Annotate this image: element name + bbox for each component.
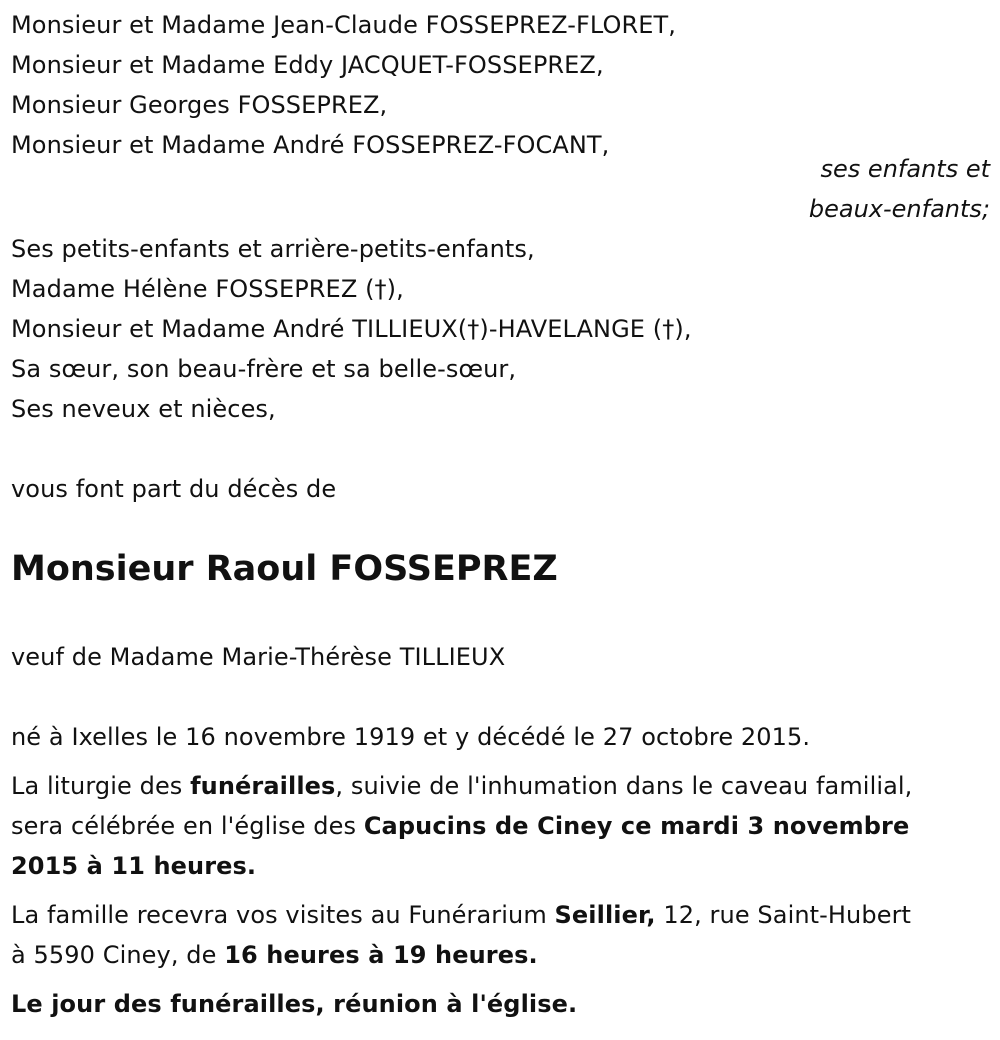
family-line: Ses neveux et nièces, — [11, 395, 276, 423]
deceased-name: Monsieur Raoul FOSSEPREZ — [11, 549, 558, 589]
final-note: Le jour des funérailles, réunion à l'église. — [11, 990, 578, 1018]
family-line: Monsieur Georges FOSSEPREZ, — [11, 91, 388, 119]
relation-label: ses enfants et — [820, 155, 990, 183]
announcement: vous font part du décès de — [11, 475, 337, 503]
family-line: Monsieur et Madame André FOSSEPREZ-FOCANT, — [11, 131, 610, 159]
visits-bold: 16 heures à 19 heures. — [224, 941, 538, 969]
family-line: Sa sœur, son beau-frère et sa belle-sœur, — [11, 355, 517, 383]
visits-bold: Seillier, — [554, 901, 656, 929]
family-line: Monsieur et Madame Jean-Claude FOSSEPREZ-FLORET, — [11, 11, 677, 39]
relation-label: beaux-enfants; — [808, 195, 990, 223]
widower-line: veuf de Madame Marie-Thérèse TILLIEUX — [11, 643, 506, 671]
liturgy-line: sera célébrée en l'église des Capucins de Ciney ce mardi 3 novembre — [11, 812, 910, 840]
visits-line: à 5590 Ciney, de 16 heures à 19 heures. — [11, 941, 538, 969]
liturgy-line — [11, 846, 256, 886]
liturgy-bold: 2015 à 11 heures. — [11, 852, 257, 880]
family-line: Monsieur et Madame André TILLIEUX(†)-HAVELANGE (†), — [11, 315, 692, 343]
family-line: Ses petits-enfants et arrière-petits-enfants, — [11, 235, 535, 263]
visits-line: La famille recevra vos visites au Funérarium Seillier, 12, rue Saint-Hubert — [11, 901, 912, 929]
liturgy-line: La liturgie des funérailles, suivie de l'inhumation dans le caveau familial, — [11, 772, 913, 800]
birth-death-line: né à Ixelles le 16 novembre 1919 et y décédé le 27 octobre 2015. — [11, 723, 811, 751]
family-line: Monsieur et Madame Eddy JACQUET-FOSSEPREZ, — [11, 51, 604, 79]
family-line: Madame Hélène FOSSEPREZ (†), — [11, 275, 404, 303]
liturgy-bold: Capucins de Ciney ce mardi 3 novembre — [363, 812, 910, 840]
liturgy-bold: funérailles — [190, 772, 336, 800]
